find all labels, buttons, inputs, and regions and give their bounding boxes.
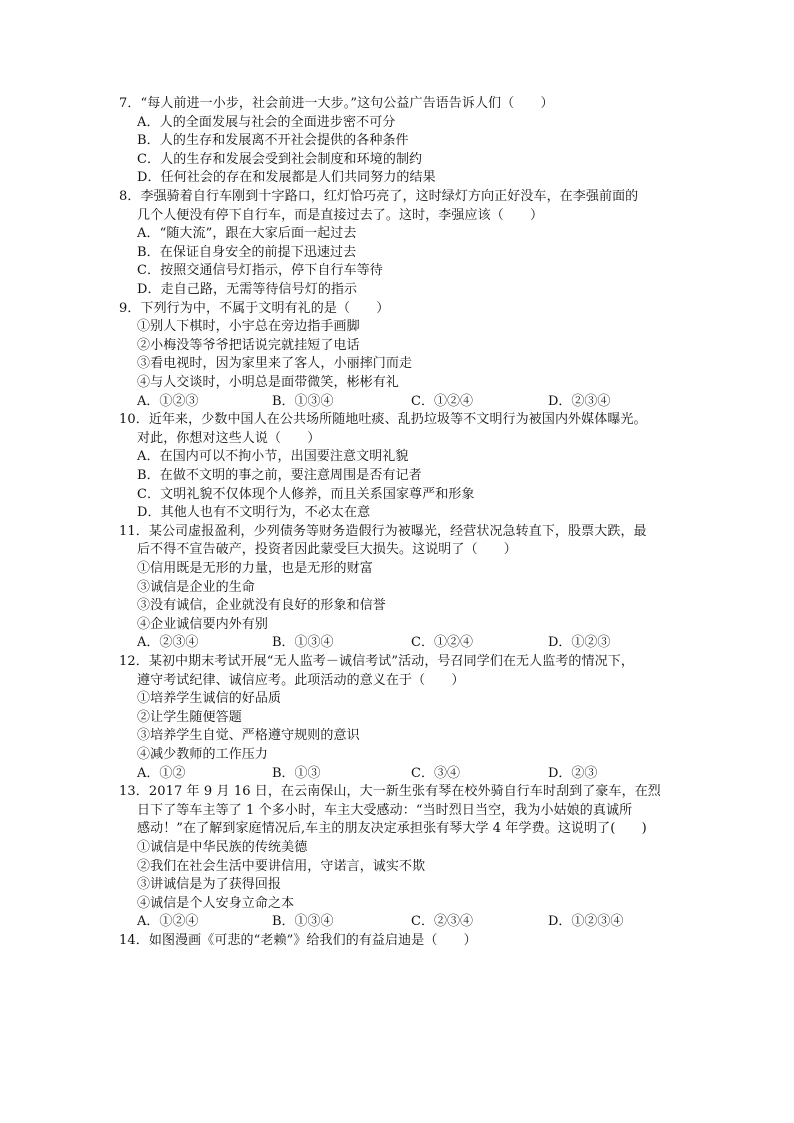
answer-option: D．其他人也有不文明行为，不必太在意 — [137, 505, 371, 521]
answer-option: C．文明礼貌不仅体现个人修养，而且关系国家尊严和形象 — [137, 486, 475, 502]
statement-item: ③诚信是企业的生命 — [137, 579, 255, 595]
answer-choice: A．①②③ — [137, 393, 199, 409]
answer-option: B．在做不文明的事之前，要注意周围是否有记者 — [137, 468, 422, 483]
answer-choice: B．①③④ — [272, 393, 334, 409]
statement-item: ③培养学生自觉、严格遵守规则的意识 — [137, 728, 360, 744]
answer-option: B．在保证自身安全的前提下迅速过去 — [137, 244, 357, 260]
question-stem-continued: 遵守考试纪律、诚信应考。此项活动的意义在于（ ） — [137, 672, 465, 688]
question-stem-continued: 后不得不宣告破产，投资者因此蒙受巨大损失。这说明了（ ） — [137, 542, 517, 558]
question-stem-continued: 日下了等车主等了 1 个多小时，车主大受感动：“当时烈日当空，我为小姑娘的真诚所 — [137, 802, 633, 818]
question-stem: 14．如图漫画《可悲的“老赖”》给我们的有益启迪是（ ） — [119, 933, 477, 948]
statement-item: ①诚信是中华民族的传统美德 — [137, 840, 308, 855]
question-stem: 12．某初中期末考试开展“无人监考－诚信考试”活动，号召同学们在无人监考的情况下， — [119, 654, 634, 669]
question-stem-continued: 对此，你想对这些人说（ ） — [137, 430, 321, 446]
answer-choice: A．①②④ — [137, 914, 199, 930]
answer-option: C．人的生存和发展会受到社会制度和环境的制约 — [137, 151, 423, 167]
answer-choice: A．②③④ — [137, 635, 199, 651]
statement-item: ②我们在社会生活中要讲信用，守诺言，诚实不欺 — [137, 858, 426, 874]
statement-item: ④与人交谈时，小明总是面带微笑，彬彬有礼 — [137, 375, 400, 390]
statement-item: ③讲诚信是为了获得回报 — [137, 877, 282, 893]
statement-item: ①别人下棋时，小宇总在旁边指手画脚 — [137, 319, 360, 335]
answer-choice: B．①③ — [272, 765, 321, 781]
statement-item: ③看电视时，因为家里来了客人，小丽摔门而走 — [137, 356, 413, 372]
statement-item: ②让学生随便答题 — [137, 709, 242, 725]
statement-item: ③没有诚信，企业就没有良好的形象和信誉 — [137, 598, 386, 614]
choice-row — [137, 913, 657, 931]
answer-choice: A．①② — [137, 765, 186, 781]
answer-option: D．走自己路，无需等待信号灯的指示 — [137, 282, 358, 297]
answer-choice: D．①②③④ — [548, 914, 624, 930]
statement-item: ①信用既是无形的力量，也是无形的财富 — [137, 561, 373, 576]
answer-option: A．在国内可以不拘小节，出国要注意文明礼貌 — [137, 449, 409, 465]
statement-item: ④诚信是个人安身立命之本 — [137, 895, 295, 911]
answer-choice: C．②③④ — [411, 914, 473, 930]
question-stem-continued: 几个人便没有停下自行车，而是直接过去了。这时，李强应该（ ） — [137, 207, 544, 223]
statement-item: ④减少教师的工作压力 — [137, 747, 269, 762]
question-stem: 8．李强骑着自行车刚到十字路口，红灯恰巧亮了，这时绿灯方向正好没车，在李强前面的 — [119, 189, 639, 204]
answer-option: C．按照交通信号灯指示，停下自行车等待 — [137, 263, 383, 279]
answer-choice: B．①③④ — [272, 914, 334, 930]
question-stem: 7．“每人前进一小步，社会前进一大步。”这句公益广告语告诉人们（ ） — [119, 96, 554, 111]
answer-option: A．“随大流”，跟在大家后面一起过去 — [137, 226, 357, 242]
answer-option: A．人的全面发展与社会的全面进步密不可分 — [137, 114, 396, 130]
question-stem: 11．某公司虚报盈利，少列债务等财务造假行为被曝光，经营状况急转直下，股票大跌，最 — [119, 523, 647, 539]
question-stem-continued: 感动！”在了解到家庭情况后,车主的朋友决定承担张有琴大学 4 年学费。这说明了( ) — [137, 821, 647, 837]
answer-choice: D．②③④ — [548, 393, 611, 409]
statement-item: ①培养学生诚信的好品质 — [137, 691, 282, 707]
choice-row — [137, 634, 657, 652]
answer-choice: D．②③ — [548, 765, 598, 781]
choice-row — [137, 393, 657, 411]
answer-option: B．人的生存和发展离不开社会提供的各种条件 — [137, 133, 409, 149]
statement-item: ④企业诚信要内外有别 — [137, 616, 269, 632]
answer-choice: B．①③④ — [272, 635, 334, 651]
answer-choice: C．①②④ — [411, 393, 473, 409]
question-stem: 13．2017 年 9 月 16 日，在云南保山，大一新生张有琴在校外骑自行车时刮到了豪车，在烈 — [119, 784, 661, 800]
answer-choice: D．①②③ — [548, 635, 611, 651]
question-stem: 9．下列行为中，不属于文明有礼的是（ ） — [119, 300, 390, 316]
answer-option: D．任何社会的存在和发展都是人们共同努力的结果 — [137, 170, 436, 186]
statement-item: ②小梅没等爷爷把话说完就挂短了电话 — [137, 337, 360, 353]
answer-choice: C．③④ — [411, 765, 460, 781]
answer-choice: C．①②④ — [411, 635, 473, 651]
question-stem: 10．近年来，少数中国人在公共场所随地吐痰、乱扔垃圾等不文明行为被国内外媒体曝光。 — [119, 412, 647, 428]
choice-row — [137, 765, 657, 783]
